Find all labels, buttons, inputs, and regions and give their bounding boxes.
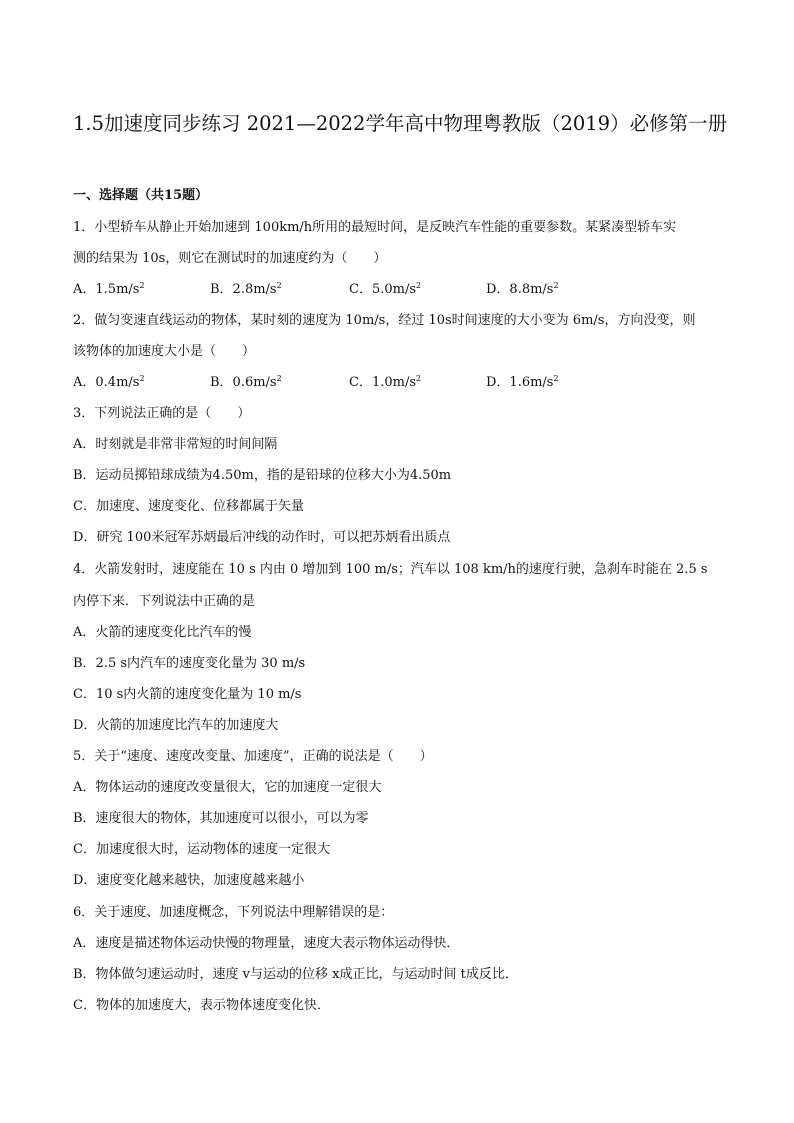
- q2-option-a: A．$0.4m/s^2$: [73, 374, 145, 390]
- q2-option-b: B．$0.6m/s^2$: [210, 374, 282, 390]
- q4-stem-line-1: 4．火箭发射时，速度能在 10 s 内由 0 增加到 100 m/s；汽车以 108 km/h的速度行驶，急刹车时能在 2.5 s: [73, 562, 708, 577]
- q1-stem-line-2: 测的结果为 10s，则它在测试时的加速度约为（ ）: [73, 251, 387, 266]
- q5-option-c: C．加速度很大时，运动物体的速度一定很大: [73, 842, 330, 857]
- q2-option-c: C．$1.0m/s^2$: [349, 374, 422, 390]
- q3-option-c: C．加速度、速度变化、位移都属于矢量: [73, 499, 304, 514]
- q6-option-b: B．物体做匀速运动时，速度 v与运动的位移 x成正比，与运动时间 t成反比．: [73, 967, 518, 982]
- q1-option-a: A．$1.5m/s^2$: [73, 281, 145, 297]
- section-heading: 一、选择题（共15题）: [73, 188, 209, 203]
- q3-option-b: B．运动员掷铅球成绩为4.50m，指的是铅球的位移大小为4.50m: [73, 468, 452, 483]
- q4-stem-line-2: 内停下来．下列说法中正确的是: [73, 594, 256, 609]
- q5-option-a: A．物体运动的速度改变量很大，它的加速度一定很大: [73, 780, 382, 795]
- document-title: 1.5加速度同步练习 2021—2022学年高中物理粤教版（2019）必修第一册: [73, 112, 728, 135]
- q3-stem: 3．下列说法正确的是（ ）: [73, 406, 251, 421]
- q2-stem-line-1: 2．做匀变速直线运动的物体，某时刻的速度为 10m/s，经过 10s时间速度的大小变为 6m/s，方向没变，则: [73, 313, 696, 328]
- q1-stem-line-1: 1．小型轿车从静止开始加速到 100km/h所用的最短时间，是反映汽车性能的重要参数。某紧凑型轿车实: [73, 220, 677, 235]
- q2-stem-line-2: 该物体的加速度大小是（ ）: [73, 344, 256, 359]
- q3-option-a: A．时刻就是非常非常短的时间间隔: [73, 437, 278, 452]
- q5-option-b: B．速度很大的物体，其加速度可以很小，可以为零: [73, 811, 369, 826]
- q4-option-b: B．2.5 s内汽车的速度变化量为 30 m/s: [73, 656, 306, 671]
- q5-option-d: D．速度变化越来越快，加速度越来越小: [73, 873, 305, 888]
- q6-option-c: C．物体的加速度大，表示物体速度变化快．: [73, 998, 330, 1013]
- q6-stem: 6．关于速度、加速度概念，下列说法中理解错误的是：: [73, 905, 394, 920]
- q5-stem: 5．关于“速度、速度改变量、加速度”，正确的说法是（ ）: [73, 749, 433, 764]
- q4-option-c: C．10 s内火箭的速度变化量为 10 m/s: [73, 687, 302, 702]
- q6-option-a: A．速度是描述物体运动快慢的物理量，速度大表示物体运动得快．: [73, 936, 460, 951]
- q4-option-a: A．火箭的速度变化比汽车的慢: [73, 625, 252, 640]
- q1-option-d: D．$8.8m/s^2$: [486, 281, 559, 297]
- q1-option-b: B．$2.8m/s^2$: [210, 281, 282, 297]
- q2-option-d: D．$1.6m/s^2$: [486, 374, 559, 390]
- q3-option-d: D．研究 100米冠军苏炳最后冲线的动作时，可以把苏炳看出质点: [73, 530, 451, 545]
- q1-option-c: C．$5.0m/s^2$: [349, 281, 422, 297]
- q4-option-d: D．火箭的加速度比汽车的加速度大: [73, 718, 279, 733]
